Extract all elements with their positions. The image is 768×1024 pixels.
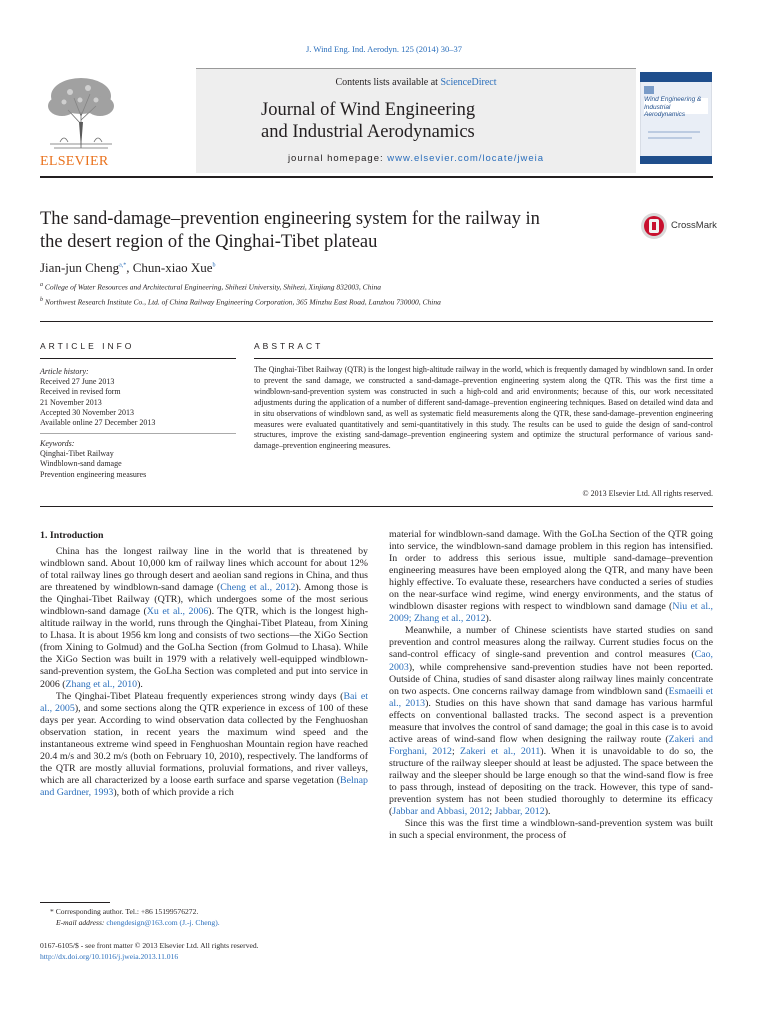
footnote-email (40, 918, 396, 929)
citation-link[interactable]: Belnap and Gardner, 1993 (40, 774, 368, 798)
author-2-affil-mark[interactable]: b (212, 262, 216, 269)
journal-reference[interactable]: J. Wind Eng. Ind. Aerodyn. 125 (2014) 30–37 (305, 44, 463, 54)
abstract-bottom-rule (40, 506, 713, 507)
affiliation-a-text: College of Water Resources and Architectural Engineering, Shihezi University, Shihezi, Xinjiang 832003, China (44, 282, 381, 292)
article-title-line2: the desert region of the Qinghai-Tibet plateau (40, 232, 378, 252)
footnote-issn: 0167-6105/$ - see front matter © 2013 Elsevier Ltd. All rights reserved. (40, 941, 259, 950)
citation-link[interactable]: Esmaeili et al., 2013 (389, 685, 713, 709)
email-label: E-mail address: (56, 918, 107, 927)
masthead-rule (40, 176, 713, 178)
sciencedirect-link[interactable]: ScienceDirect (440, 77, 497, 88)
citation-link[interactable]: Niu et al., 2009; Zhang et al., 2012 (389, 601, 713, 625)
history-revised-label: Received in revised form (40, 387, 121, 397)
paragraph-text: China has the longest railway line in the world that is threatened by windblown sand. About 10,000 km of railway lines which account for about 12% of total railway lines go through desert and aeolian sand regions in China, and thus are threatened by windblown-sand damage ( (40, 546, 368, 594)
paragraph-text: ), both of which provide a rich (113, 786, 234, 798)
journal-cover[interactable] (640, 72, 712, 164)
paragraph (40, 691, 368, 799)
author-1-affil-mark[interactable]: a,* (119, 262, 127, 269)
paragraph (389, 529, 713, 625)
article-title (40, 208, 630, 254)
paragraph-text: Meanwhile, a number of Chinese scientists have started studies on sand prevention and control measures along the railway. Current studies focus on the sand-control efficacy of single-sand prevention and control measures ( (389, 625, 713, 661)
history-label: Article history: (40, 367, 89, 376)
paragraph-text: ; (489, 806, 495, 818)
history-accepted: Accepted 30 November 2013 (40, 407, 134, 417)
citation-link[interactable]: Bai et al., 2005 (40, 690, 368, 714)
paragraph (389, 818, 713, 842)
body-column-right (389, 529, 713, 842)
journal-title-line1: Journal of Wind Engineering (261, 100, 476, 120)
article-info-rule (40, 358, 236, 359)
paragraph-text: ). (485, 613, 492, 625)
keywords-rule (40, 433, 236, 434)
paragraph-text: ). The QTR, which is the longest high-altitude railway in the world, runs through the Qinghai-Tibet Plateau, from Xining to Lhasa. It is about 1956 km long and consists of two sections—the XiGo Section (from Xining to Golmud) and the GoLha Section (from Golmud to Lhasa). While the XiGo Section was built in 1979 with a relatively well-equipped windblown-sand-prevention system, the GoLha Section was completed and put into service in 2006 ( (40, 606, 368, 690)
citation-link[interactable]: Jabbar, 2012 (494, 806, 545, 818)
homepage-link[interactable]: www.elsevier.com/locate/jweia (387, 153, 545, 164)
citation-link[interactable]: Xu et al., 2006 (146, 606, 209, 618)
body-column-left (40, 546, 368, 799)
paragraph-text: ; (452, 745, 461, 757)
author-1[interactable]: Jian-jun Cheng (40, 260, 120, 275)
crossmark-button[interactable] (640, 212, 730, 242)
journal-title-line2: and Industrial Aerodynamics (261, 122, 475, 142)
footnote-rule (40, 902, 110, 903)
author-list (40, 260, 216, 276)
contents-prefix: Contents lists available at (335, 77, 441, 88)
citation-link[interactable]: Zakeri and Forghani, 2012 (389, 733, 713, 757)
paragraph-text: ). (544, 806, 551, 818)
affiliation-a (40, 282, 381, 292)
paragraph (389, 625, 713, 818)
paragraph-text: ), while comprehensive sand-prevention studies have not been reported. Outside of China, studies of sand disaster along railway lines mainly concentrate on two aspects. One concerns railway damage from windblown sand ( (389, 661, 713, 697)
masthead-center (196, 68, 636, 173)
keyword-item: Qinghai-Tibet Railway (40, 449, 114, 459)
affiliation-a-mark: a (40, 282, 43, 288)
email-link[interactable]: chengdesign@163.com (J.-j. Cheng). (106, 918, 220, 927)
affiliation-b-text: Northwest Research Institute Co., Ltd. of China Railway Engineering Corporation, 365 Minzhu East Road, Lanzhou 730000, China (44, 297, 441, 307)
paragraph-text: ). Studies on this have shown that sand damage has various harmful effects on conventional ballasted tracks. The second aspect is a prevention measure that involves the control of sand damage; the goal in this case is to avoid active areas of wind-sand flow when designing the railway route ( (389, 697, 713, 745)
keywords-label: Keywords: (40, 439, 75, 448)
article-title-line1: The sand-damage–prevention engineering system for the railway in (40, 209, 540, 229)
paragraph-text: ), and some sections along the QTR experience in excess of 100 of these days per year. According to wind observation data collected by the Fenghuoshan observation station, in recent years the maximum wind speed and the instantaneous extreme wind speed in Fenghuoshan Mountain region have reached 20.4 m/s and 30.2 m/s (both on February 10, 2010), respectively. The landforms of the QTR are mostly alluvial formations, proluvial formations, and river valleys, which are all characterized by a loose earth surface and sparse vegetation ( (40, 702, 368, 786)
cover-title: Wind Engineering & Industrial Aerodynamics (644, 96, 702, 118)
paragraph-text: ). (137, 678, 143, 690)
citation-link[interactable]: Cheng et al., 2012 (220, 582, 296, 594)
article-info-heading: ARTICLE INFO (40, 341, 135, 351)
affiliation-b (40, 297, 441, 307)
abstract-rule (254, 358, 713, 359)
author-separator: , (126, 260, 133, 275)
abstract-text: The Qinghai-Tibet Railway (QTR) is the longest high-altitude railway in the world, which is frequently damaged by windblown sand. In order to prevent the sand damage, we constructed a sand-damage–prevention engineering system along the QTR. This was the first time a windblown-sand-prevention system was constructed in such a high-cold and arid environments; because of this, our work necessitated adjustments during the application of a number of different sand-damage–prevention engineering techniques. Based on detailed wind data and in situ observations of windblown sand, as well as systematic field measurements along the QTR, these sand-damage–prevention engineering measures were evaluated quantitatively and semi-quantitatively in this study. The results can be used to guide the design of sand-control structures, improve the existing sand-damage–prevention engineering system and optimize the structural performance of various sand-damage–prevention engineering measures. (254, 365, 713, 451)
paragraph (40, 546, 368, 691)
paragraph-text: material for windblown-sand damage. With the GoLha Section of the QTR going into service, the windblown-sand damage problem in this region has intensified. In order to address this serious issue, multiple sand-damage–prevention engineering measures have been employed along the QTR, and many have been highly effective. To evaluate these, researchers have conducted a series of studies on the near-surface wind regime, wind energy environments, and the status of windblown disaster regions with respect to windblown sand damage ( (389, 529, 713, 613)
paragraph-text: Since this was the first time a windblown-sand-prevention system was built in such a special environment, the process of (389, 818, 713, 842)
keyword-item: Prevention engineering measures (40, 469, 147, 479)
citation-link[interactable]: Jabbar and Abbasi, 2012 (392, 806, 490, 818)
homepage-prefix: journal homepage: (287, 153, 388, 164)
keywords (40, 439, 236, 480)
affiliation-b-mark: b (40, 297, 43, 303)
elsevier-wordmark: ELSEVIER (40, 154, 109, 169)
history-revised-date: 21 November 2013 (40, 397, 102, 407)
journal-homepage (196, 153, 636, 164)
abstract-heading: ABSTRACT (254, 341, 324, 351)
doi-link[interactable]: http://dx.doi.org/10.1016/j.jweia.2013.11.016 (40, 952, 179, 961)
crossmark-icon (640, 212, 668, 240)
author-2[interactable]: Chun-xiao Xue (132, 260, 213, 275)
abstract-copyright: © 2013 Elsevier Ltd. All rights reserved. (582, 489, 713, 498)
history-online: Available online 27 December 2013 (40, 418, 156, 428)
keyword-item: Windblown-sand damage (40, 459, 122, 469)
paragraph-text: The Qinghai-Tibet Plateau frequently experiences strong windy days ( (55, 690, 344, 702)
masthead (40, 68, 712, 172)
section-heading-introduction: 1. Introduction (40, 530, 104, 541)
header-rule (40, 321, 713, 322)
citation-link[interactable]: Cao, 2003 (389, 649, 713, 673)
citation-link[interactable]: Zakeri et al., 2011 (460, 745, 541, 757)
crossmark-label: CrossMark (671, 220, 717, 231)
paragraph-text: ). When it is unavoidable to do so, the structure of the railway sleeper should at least be adjusted. The space between the railway and the sleeper should be large enough so that the wind-sand flow is free to pass through, instead of depositing on the track. However, this type of sand-prevention system has not been studied thoroughly to determine its efficacy ( (389, 745, 713, 818)
contents-list-line (196, 77, 636, 88)
citation-link[interactable]: Zhang et al., 2010 (65, 678, 138, 690)
journal-title (261, 99, 631, 143)
history-received: Received 27 June 2013 (40, 377, 115, 387)
paragraph-text: ). Among those is the Qinghai-Tibet Railway (QTR), which undergoes some of the most serious windblown-sand damage ( (40, 582, 368, 618)
elsevier-tree-logo[interactable] (40, 72, 122, 169)
footnote-corresponding: * Corresponding author. Tel.: +86 15199576272. (50, 907, 199, 916)
article-history (40, 367, 236, 428)
